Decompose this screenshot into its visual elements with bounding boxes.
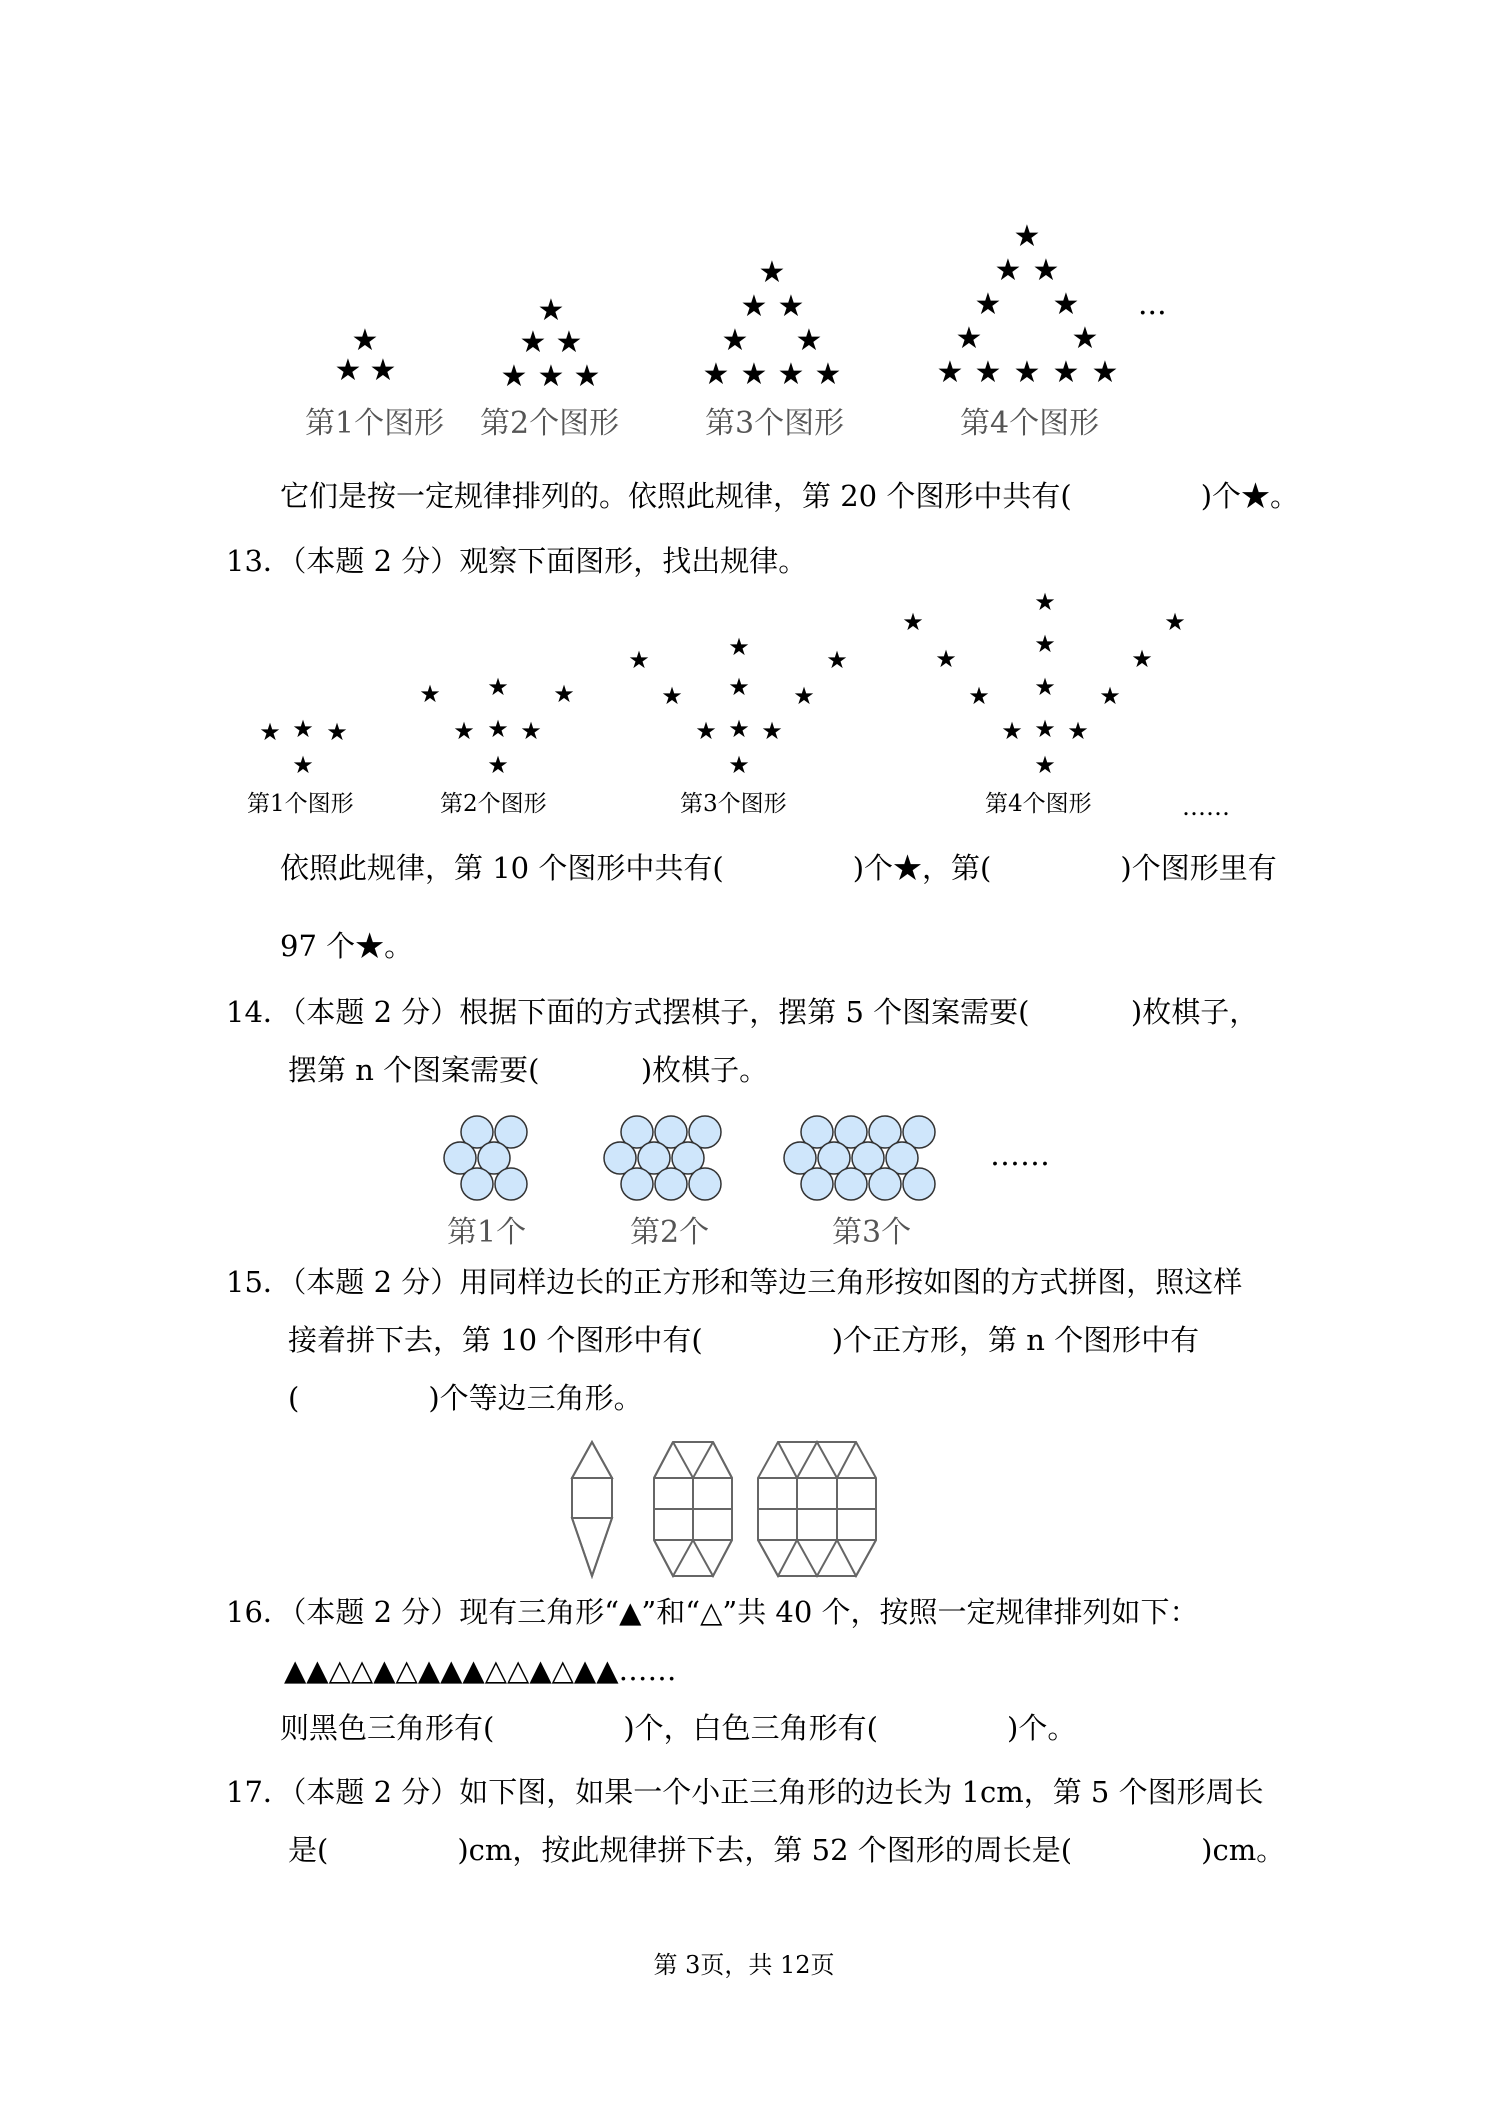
q17-line2: 是( )cm，按此规律拼下去，第 52 个图形的周长是( )cm。 [288, 1833, 1286, 1867]
star-icon: ★ [728, 633, 750, 661]
star-icon: ★ [728, 673, 750, 701]
star-icon: ★ [761, 717, 783, 745]
star-icon: ★ [758, 255, 786, 290]
caption: 第1个图形 [305, 406, 445, 441]
chess-disc [869, 1168, 901, 1200]
star-icon: ★ [814, 357, 842, 392]
star-icon: ★ [994, 253, 1022, 288]
q13-line2: 97 个★。 [280, 929, 414, 963]
q13-line1: 依照此规律，第 10 个图形中共有( )个★，第( )个图形里有 [280, 851, 1277, 885]
ellipsis: ··· [1138, 296, 1167, 331]
star-icon: ★ [1131, 645, 1153, 673]
chess-disc [801, 1168, 833, 1200]
caption: 第4个图形 [960, 406, 1100, 441]
star-icon: ★ [1164, 608, 1186, 636]
ellipsis: …… [990, 1138, 1050, 1173]
star-icon: ★ [1052, 355, 1080, 390]
star-icon: ★ [1099, 682, 1121, 710]
star-icon: ★ [259, 718, 281, 746]
star-icon: ★ [1034, 715, 1056, 743]
q13-stem: 13．（本题 2 分）观察下面图形，找出规律。 [226, 544, 808, 578]
star-icon: ★ [1071, 321, 1099, 356]
star-icon: ★ [661, 682, 683, 710]
star-icon: ★ [935, 645, 957, 673]
star-icon: ★ [520, 717, 542, 745]
star-icon: ★ [974, 355, 1002, 390]
star-icon: ★ [419, 680, 441, 708]
star-icon: ★ [1001, 717, 1023, 745]
star-icon: ★ [500, 359, 528, 394]
star-icon: ★ [702, 357, 730, 392]
star-icon: ★ [955, 321, 983, 356]
caption: 第1个图形 [247, 791, 354, 817]
q15-line1: 15．（本题 2 分）用同样边长的正方形和等边三角形按如图的方式拼图，照这样 [226, 1265, 1243, 1299]
chess-disc [655, 1168, 687, 1200]
star-icon: ★ [968, 682, 990, 710]
star-icon: ★ [902, 608, 924, 636]
star-icon: ★ [537, 293, 565, 328]
chess-disc [835, 1168, 867, 1200]
caption: 第3个图形 [680, 791, 787, 817]
star-icon: ★ [1034, 673, 1056, 701]
star-icon: ★ [1013, 355, 1041, 390]
star-icon: ★ [777, 357, 805, 392]
star-icon: ★ [1067, 717, 1089, 745]
page-footer: 第 3页，共 12页 [653, 1951, 835, 1979]
q14-line1: 14．（本题 2 分）根据下面的方式摆棋子，摆第 5 个图案需要( )枚棋子， [226, 995, 1259, 1029]
star-icon: ★ [537, 359, 565, 394]
caption: 第3个图形 [705, 406, 845, 441]
star-icon: ★ [519, 325, 547, 360]
star-icon: ★ [369, 353, 397, 388]
star-icon: ★ [740, 289, 768, 324]
chess-disc [903, 1168, 935, 1200]
star-icon: ★ [695, 717, 717, 745]
star-icon: ★ [1034, 588, 1056, 616]
star-icon: ★ [777, 289, 805, 324]
chess-disc [621, 1168, 653, 1200]
caption: 第2个图形 [480, 406, 620, 441]
q16-line3: 则黑色三角形有( )个，白色三角形有( )个。 [280, 1711, 1077, 1745]
star-icon: ★ [826, 646, 848, 674]
q16-sequence: ▲▲△△▲△▲▲▲△△▲△▲▲…… [284, 1653, 677, 1687]
star-icon: ★ [793, 682, 815, 710]
star-icon: ★ [1013, 219, 1041, 254]
star-icon: ★ [487, 673, 509, 701]
star-icon: ★ [453, 717, 475, 745]
star-icon: ★ [1034, 751, 1056, 779]
star-icon: ★ [487, 715, 509, 743]
star-icon: ★ [1052, 287, 1080, 322]
star-icon: ★ [1034, 630, 1056, 658]
fig13-star-vs [0, 585, 1488, 825]
caption: 第3个 [832, 1215, 912, 1250]
star-icon: ★ [553, 680, 575, 708]
fig15-tilings [560, 1440, 940, 1580]
ellipsis: …… [1182, 793, 1230, 821]
q17-line1: 17．（本题 2 分）如下图，如果一个小正三角形的边长为 1cm，第 5 个图形周长 [226, 1775, 1264, 1809]
q15-line2: 接着拼下去，第 10 个图形中有( )个正方形，第 n 个图形中有 [288, 1323, 1200, 1357]
star-icon: ★ [936, 355, 964, 390]
star-icon: ★ [795, 323, 823, 358]
q16-line1: 16．（本题 2 分）现有三角形“▲”和“△”共 40 个，按照一定规律排列如下： [226, 1595, 1199, 1629]
star-icon: ★ [740, 357, 768, 392]
caption: 第2个 [630, 1215, 710, 1250]
star-icon: ★ [351, 323, 379, 358]
q15-line3: ( )个等边三角形。 [288, 1381, 643, 1415]
caption: 第4个图形 [985, 791, 1092, 817]
star-icon: ★ [292, 751, 314, 779]
star-icon: ★ [728, 751, 750, 779]
star-icon: ★ [292, 715, 314, 743]
chess-disc [461, 1168, 493, 1200]
star-icon: ★ [628, 646, 650, 674]
q14-line2: 摆第 n 个图案需要( )枚棋子。 [288, 1053, 769, 1087]
star-icon: ★ [573, 359, 601, 394]
chess-disc [495, 1168, 527, 1200]
star-icon: ★ [974, 287, 1002, 322]
star-icon: ★ [555, 325, 583, 360]
star-icon: ★ [728, 715, 750, 743]
star-icon: ★ [1091, 355, 1119, 390]
star-icon: ★ [721, 323, 749, 358]
caption: 第2个图形 [440, 791, 547, 817]
star-icon: ★ [487, 751, 509, 779]
chess-disc [689, 1168, 721, 1200]
star-icon: ★ [334, 353, 362, 388]
q12-text: 它们是按一定规律排列的。依照此规律，第 20 个图形中共有( )个★。 [280, 479, 1300, 513]
star-icon: ★ [1032, 253, 1060, 288]
fig12-star-triangles [0, 0, 1488, 460]
caption: 第1个 [447, 1215, 527, 1250]
star-icon: ★ [326, 718, 348, 746]
